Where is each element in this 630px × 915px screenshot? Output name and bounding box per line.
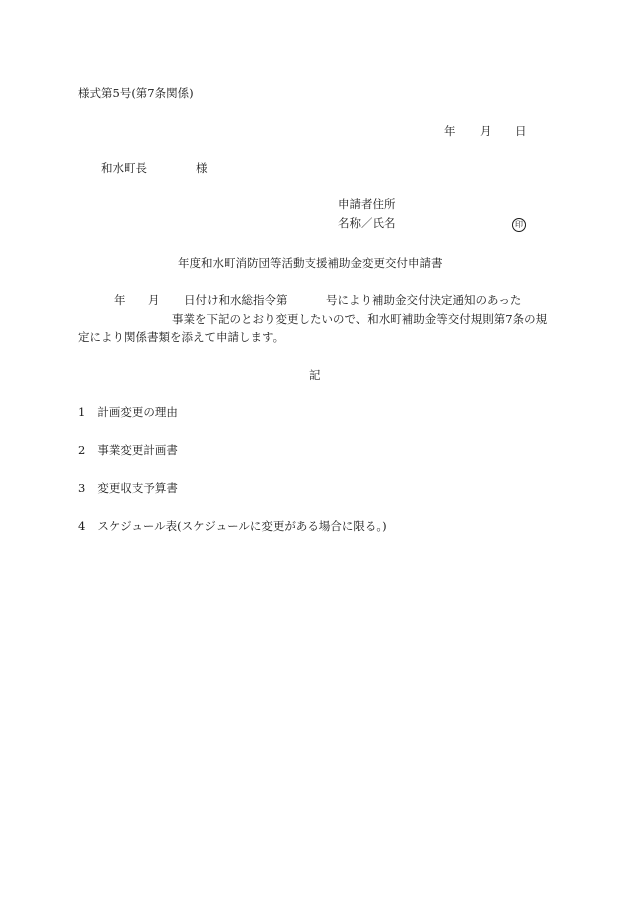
addressee-title: 和水町長 <box>101 161 147 175</box>
seal-mark <box>512 216 526 232</box>
document-title: 年度和水町消防団等活動支援補助金変更交付申請書 <box>178 256 443 270</box>
date-day: 日 <box>515 124 527 138</box>
applicant-address-label: 申請者住所 <box>338 197 396 211</box>
date-year: 年 <box>444 124 456 138</box>
item-number: 3 <box>78 481 86 495</box>
ki-heading: 記 <box>309 368 321 382</box>
item-text: スケジュール表(スケジュールに変更がある場合に限る。) <box>97 519 387 533</box>
applicant-name-label: 名称／氏名 <box>338 216 396 230</box>
item-text: 計画変更の理由 <box>97 405 178 419</box>
body-year: 年 <box>114 293 126 307</box>
list-item <box>78 519 387 533</box>
item-number: 2 <box>78 443 86 457</box>
item-text: 事業変更計画書 <box>97 443 178 457</box>
body-line2: 事業を下記のとおり変更したいので、和水町補助金等交付規則第7条の規 <box>172 312 548 326</box>
list-item <box>78 481 178 495</box>
form-number: 様式第5号(第7条関係) <box>78 86 194 100</box>
list-item <box>78 443 178 457</box>
seal-icon: 印 <box>512 218 526 232</box>
item-number: 4 <box>78 519 86 533</box>
body-month: 月 <box>148 293 160 307</box>
item-text: 変更収支予算書 <box>97 481 178 495</box>
body-line3: 定により関係書類を添えて申請します。 <box>78 330 285 344</box>
list-item <box>78 405 178 419</box>
date-month: 月 <box>480 124 492 138</box>
body-line1-rest: 日付け和水総指令第 <box>184 293 288 307</box>
body-line1-end: 号により補助金交付決定通知のあった <box>326 293 522 307</box>
addressee-honorific: 様 <box>196 161 208 175</box>
item-number: 1 <box>78 405 86 419</box>
